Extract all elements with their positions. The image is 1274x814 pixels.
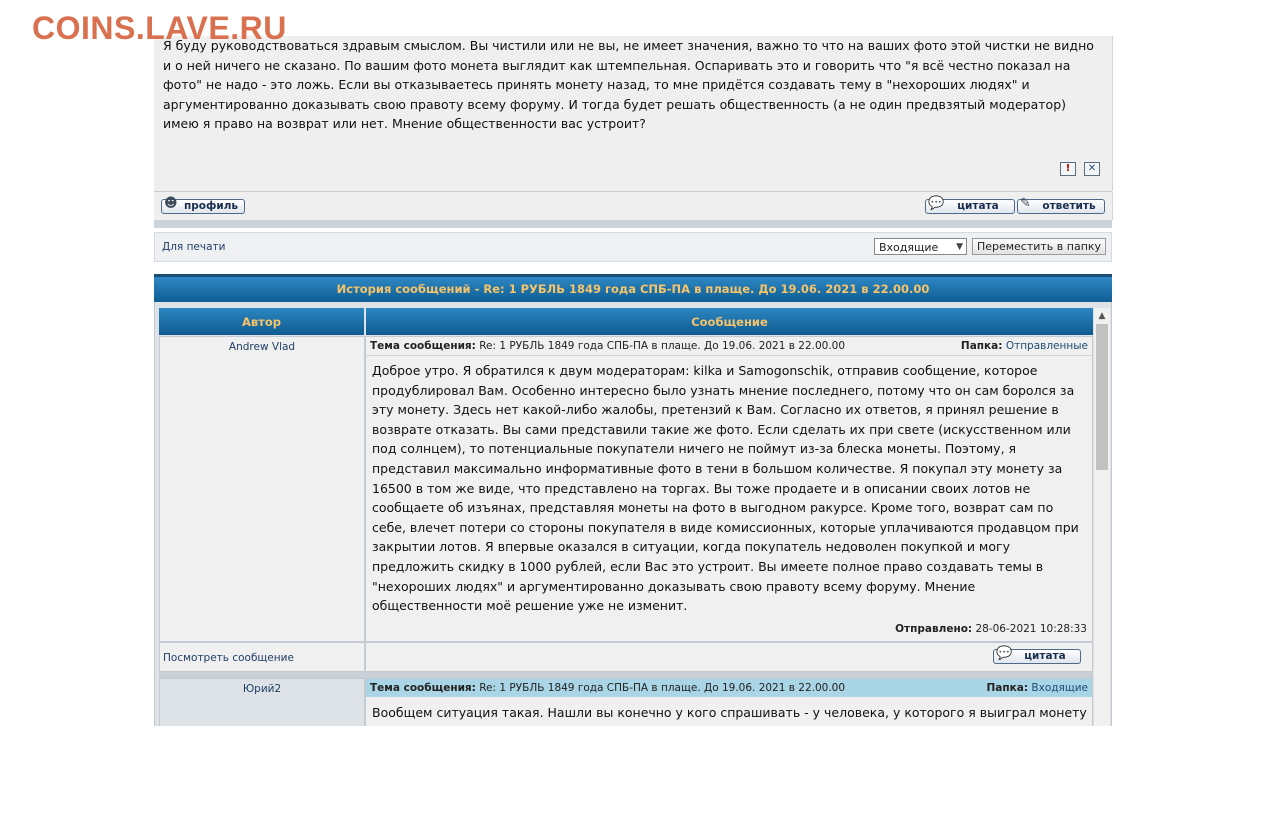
- message-text: Вообщем ситуация такая. Нашли вы конечно у кого спрашивать - у человека, у которого я выиграл монету: [372, 705, 1087, 720]
- history-table-header: [159, 308, 1093, 335]
- subject-label: Тема сообщения:: [370, 682, 476, 694]
- folder-link[interactable]: Отправленные: [1005, 340, 1088, 352]
- subject-bar: [366, 679, 1092, 697]
- move-to-folder-button[interactable]: Переместить в папку: [972, 238, 1106, 255]
- column-message: Сообщение: [366, 308, 1093, 335]
- author-link[interactable]: Юрий2: [242, 683, 282, 695]
- quote-button[interactable]: [925, 196, 1015, 214]
- profile-button[interactable]: [161, 196, 245, 214]
- report-icon[interactable]: !: [1060, 162, 1076, 176]
- table-row-message: [365, 678, 1093, 726]
- folder-label: Папка:: [960, 340, 1003, 352]
- folder-select[interactable]: [874, 238, 967, 255]
- folder: [987, 679, 1088, 697]
- folder-label: Папка:: [986, 682, 1029, 694]
- subject-bar: [366, 337, 1092, 356]
- site-watermark: COINS.LAVE.RU: [32, 10, 287, 46]
- forum-pm-page: [154, 36, 1113, 726]
- message-text: Доброе утро. Я обратился к двум модераторам: kilka и Samogonschik, отправив сообщение, которое продублировал Вам. Особенно интересно было узнать мнение последнего, потому что он сам боролся за эту монету. Здесь нет какой-либо жалобы, претензий к Вам. Согласно их ответов, я принял решение в возврате отказать. Вы сами представили такие же фото. Если сделать их при свете (искусственном или под солнцем), то потенциальные покупатели ничего не поймут из-за блеска монеты. Поэтому, я представил максимально информативные фото в тени в большом количестве. Я покупал эту монету за 16500 в том же виде, что представлено на торгах. Вы тоже продаете и в описании своих лотов не сообщаете об изъянах, представляя монеты на фото в выгодном ракурсе. Кроме того, возврат сам по себе, влечет потери со стороны покупателя в виде комиссионных, которые уплачиваются продавцом при закрытии лотов. Я впервые оказался в ситуации, когда покупатель недоволен покупкой и могу предложить скидку в 1000 рублей, если Вас это устроит. Вы имеете полное право создавать темы в "нехороших людях" и аргументированно доказывать свою правоту всему форуму. Мнение общественности моё решение уже не изменит.: [372, 363, 1079, 614]
- sent-value: 28-06-2021 10:28:33: [975, 623, 1087, 635]
- delete-icon[interactable]: ✕: [1084, 162, 1100, 176]
- pencil-note-icon: ✎: [1020, 196, 1031, 211]
- message-actions: [154, 192, 1113, 220]
- history-title: История сообщений - Re: 1 РУБЛЬ 1849 года СПБ-ПА в плаще. До 19.06. 2021 в 22.00.00: [154, 274, 1112, 302]
- sent-label: Отправлено:: [895, 623, 973, 635]
- folder-select-value: Входящие: [879, 241, 939, 254]
- subject: [370, 337, 845, 355]
- sent-timestamp: [895, 623, 1087, 635]
- table-row-view: [159, 642, 365, 672]
- subject-value: Re: 1 РУБЛЬ 1849 года СПБ-ПА в плаще. До 19.06. 2021 в 22.00.00: [479, 682, 846, 694]
- history-table: [159, 308, 1093, 726]
- view-message-link[interactable]: Посмотреть сообщение: [163, 652, 294, 664]
- table-row-message: [365, 336, 1093, 642]
- quote-bubble-icon: 💬: [928, 196, 945, 211]
- column-author: Автор: [159, 308, 364, 335]
- quote-button-label: цитата: [1024, 650, 1066, 662]
- table-row-actions: [365, 642, 1093, 672]
- print-move-row: [154, 232, 1112, 262]
- folder-link[interactable]: Входящие: [1031, 682, 1088, 694]
- quote-button-label: цитата: [957, 200, 999, 212]
- table-row-author: [159, 336, 365, 642]
- message-body: [154, 36, 1113, 191]
- quote-bubble-icon: 💬: [996, 646, 1013, 661]
- divider-band: [154, 220, 1112, 228]
- table-row-author: [159, 678, 365, 726]
- subject: [370, 679, 845, 697]
- profile-button-label: профиль: [183, 200, 239, 212]
- user-icon: ☻: [164, 196, 178, 211]
- reply-button[interactable]: [1017, 196, 1105, 214]
- history-scrollbar[interactable]: [1093, 308, 1110, 726]
- quote-button[interactable]: [993, 646, 1081, 664]
- reply-button-label: ответить: [1042, 200, 1096, 212]
- subject-label: Тема сообщения:: [370, 340, 476, 352]
- message-text: Я буду руководствоваться здравым смыслом. Вы чистили или не вы, не имеет значения, важно то что на ваших фото этой чистки не видно и о ней ничего не сказано. По вашим фото монета выглядит как штемпельная. Оспаривать это и говорить что "я всё честно показал на фото" не надо - это ложь. Если вы отказываетесь принять монету назад, то мне придётся создавать тему в "нехороших людях" и аргументированно доказывать свою правоту всему форуму. И тогда будет решать общественность (а не один предвзятый модератор) имею я право на возврат или нет. Мнение общественности вас устроит?: [163, 38, 1094, 132]
- print-link[interactable]: Для печати: [162, 241, 226, 253]
- scroll-thumb[interactable]: [1096, 324, 1108, 470]
- author-link[interactable]: Andrew Vlad: [228, 341, 296, 353]
- history-panel: [154, 302, 1112, 726]
- chevron-down-icon: ▼: [956, 242, 963, 252]
- folder: [961, 337, 1088, 355]
- subject-value: Re: 1 РУБЛЬ 1849 года СПБ-ПА в плаще. До 19.06. 2021 в 22.00.00: [479, 340, 846, 352]
- scroll-up-icon[interactable]: ▲: [1098, 311, 1106, 321]
